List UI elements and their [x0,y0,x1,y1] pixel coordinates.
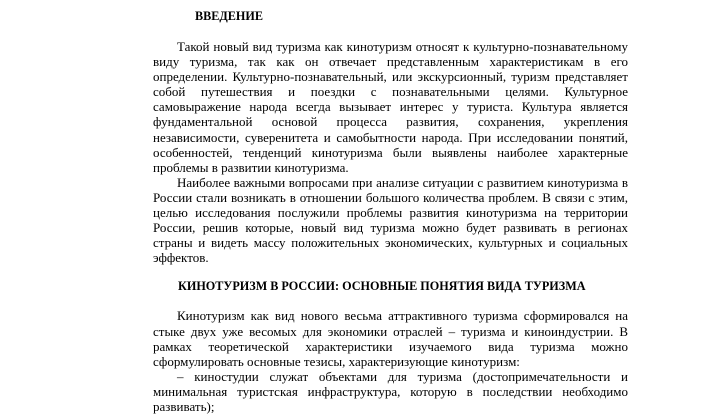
section-heading-film-tourism-russia: КИНОТУРИЗМ В РОССИИ: ОСНОВНЫЕ ПОНЯТИЯ ВИДА ТУРИЗМА [178,279,586,294]
section-heading-introduction: ВВЕДЕНИЕ [195,9,263,23]
list-item: – киностудии служат объектами для туризма (достопримечательности и минимальная туристская инфраструктура, которую в последствии необходимо развивать); [153,368,628,414]
document-page [153,9,628,414]
paragraph-intro-1: Такой новый вид туризма как кинотуризм относят к культурно-познавательному виду туризма, так как он отвечает представленным характеристикам в его определении. Культурно-познавательный, или экскурсионный, туризм представляет собой путешествия и поездки с познавательными целями. Культурное самовыражение народа всегда вызывает интерес у туриста. Культура является фундаментальной основой процесса развития, сохранения, укрепления независимости, суверенитета и самобытности народа. При исследовании понятий, особенностей, тенденций кинотуризма были выявлены наиболее характерные проблемы в развитии кинотуризма. [153,39,628,175]
paragraph-section-1: Кинотуризм как вид нового весьма аттрактивного туризма сформировался на стыке двух уже весомых для экономики отраслей – туризма и киноиндустрии. В рамках теоретической характеристики изучаемого вида туризма можно сформулировать основные тезисы, характеризующие кинотуризм: [153,308,628,369]
paragraph-intro-2: Наиболее важными вопросами при анализе ситуации с развитием кинотуризма в России стали возникать в отношении большого количества проблем. В связи с этим, целью исследования послужили проблемы развития кинотуризма на территории России, решив которые, новый вид туризма можно будет развивать в регионах страны и видеть массу положительных экономических, культурных и социальных эффектов. [153,174,628,266]
